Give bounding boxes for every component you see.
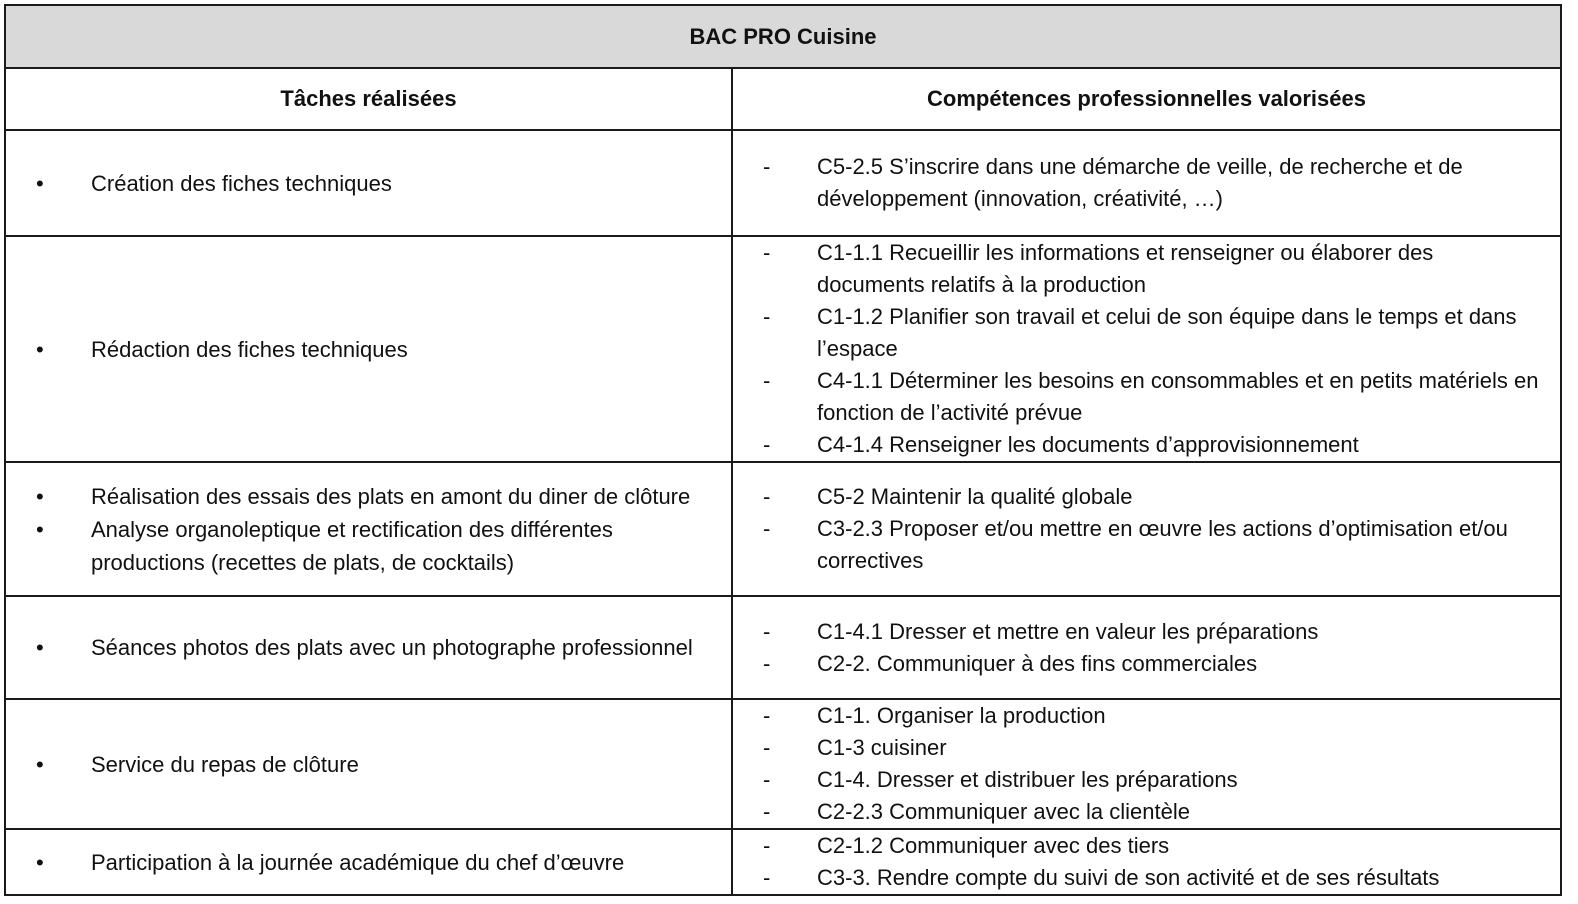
competence-text: C1-1.2 Planifier son travail et celui de son équipe dans le temps et dans l’espace (817, 304, 1517, 361)
competence-text: C5-2 Maintenir la qualité globale (817, 484, 1133, 509)
competences-list (733, 830, 1560, 894)
header-tasks: Tâches réalisées (5, 68, 732, 130)
task-item (6, 167, 731, 200)
tasks-list (6, 748, 731, 781)
tasks-cell (5, 130, 732, 236)
tasks-list (6, 846, 731, 879)
task-text: Séances photos des plats avec un photographe professionnel (91, 635, 693, 660)
bullet-icon: • (36, 849, 44, 875)
tasks-list (6, 480, 731, 579)
competence-text: C3-2.3 Proposer et/ou mettre en œuvre les actions d’optimisation et/ou correctives (817, 516, 1508, 573)
competence-item (733, 700, 1560, 732)
task-item (6, 631, 731, 664)
bullet-icon: • (36, 336, 44, 362)
competence-text: C2-2. Communiquer à des fins commerciales (817, 650, 1258, 676)
competences-list (733, 237, 1560, 461)
tasks-cell (5, 236, 732, 462)
dash-icon: - (763, 799, 771, 824)
competence-item (733, 301, 1560, 365)
dash-icon: - (763, 432, 771, 457)
bullet-icon: • (36, 483, 44, 509)
table-row (5, 699, 1561, 829)
dash-icon: - (763, 516, 771, 541)
table-body (5, 130, 1561, 895)
tasks-cell (5, 462, 732, 596)
dash-icon: - (763, 368, 771, 393)
dash-icon: - (763, 833, 771, 858)
dash-icon: - (763, 240, 771, 265)
dash-icon: - (763, 154, 771, 179)
dash-icon: - (763, 484, 771, 509)
competence-text: C1-4. Dresser et distribuer les préparations (817, 767, 1238, 792)
competences-cell (732, 829, 1561, 895)
competences-cell (732, 236, 1561, 462)
competences-list (733, 700, 1560, 828)
tasks-cell (5, 596, 732, 699)
task-text: Participation à la journée académique du chef d’œuvre (91, 849, 625, 875)
competence-item (733, 429, 1560, 461)
table-title: BAC PRO Cuisine (5, 5, 1561, 68)
bullet-icon: • (36, 170, 44, 196)
task-text: Création des fiches techniques (91, 170, 392, 196)
task-item (6, 846, 731, 879)
competence-text: C1-3 cuisiner (817, 735, 947, 760)
competence-text: C1-1. Organiser la production (817, 703, 1106, 728)
competence-text: C4-1.1 Déterminer les besoins en consommables et en petits matériels en fonction de l’activité prévue (817, 368, 1539, 425)
task-item (6, 513, 731, 579)
competence-text: C4-1.4 Renseigner les documents d’approvisionnement (817, 432, 1359, 457)
tasks-list (6, 167, 731, 200)
competence-text: C1-4.1 Dresser et mettre en valeur les préparations (817, 618, 1319, 644)
task-item (6, 333, 731, 366)
task-item (6, 480, 731, 513)
table-row (5, 462, 1561, 596)
competence-item (733, 481, 1560, 513)
competences-table (4, 4, 1562, 896)
competences-list (733, 616, 1560, 680)
task-text: Analyse organoleptique et rectification des différentes productions (recettes de plats, de cocktails) (91, 516, 613, 575)
dash-icon: - (763, 618, 771, 644)
competence-item (733, 513, 1560, 577)
bullet-icon: • (36, 635, 44, 660)
task-item (6, 748, 731, 781)
tasks-cell (5, 829, 732, 895)
competence-item (733, 616, 1560, 648)
competence-item (733, 862, 1560, 894)
competence-item (733, 151, 1560, 215)
task-text: Service du repas de clôture (91, 751, 359, 777)
task-text: Réalisation des essais des plats en amont du diner de clôture (91, 483, 691, 509)
tasks-cell (5, 699, 732, 829)
dash-icon: - (763, 735, 771, 760)
dash-icon: - (763, 304, 771, 329)
competence-item (733, 830, 1560, 862)
competences-cell (732, 699, 1561, 829)
competences-list (733, 151, 1560, 215)
competence-text: C1-1.1 Recueillir les informations et renseigner ou élaborer des documents relatifs à la production (817, 240, 1434, 297)
table-row (5, 596, 1561, 699)
table-row (5, 236, 1561, 462)
competences-cell (732, 596, 1561, 699)
competence-text: C3-3. Rendre compte du suivi de son activité et de ses résultats (817, 865, 1440, 890)
header-competences: Compétences professionnelles valorisées (732, 68, 1561, 130)
competence-item (733, 365, 1560, 429)
bullet-icon: • (36, 751, 44, 777)
dash-icon: - (763, 767, 771, 792)
header-row (5, 68, 1561, 130)
task-text: Rédaction des fiches techniques (91, 336, 408, 362)
tasks-list (6, 333, 731, 366)
competence-text: C5-2.5 S’inscrire dans une démarche de veille, de recherche et de développement (innovation, créativité, …) (817, 154, 1463, 211)
dash-icon: - (763, 703, 771, 728)
competences-cell (732, 462, 1561, 596)
table-row (5, 829, 1561, 895)
table-row (5, 130, 1561, 236)
competence-item (733, 764, 1560, 796)
competence-text: C2-2.3 Communiquer avec la clientèle (817, 799, 1190, 824)
competence-item (733, 796, 1560, 828)
bullet-icon: • (36, 516, 44, 542)
tasks-list (6, 631, 731, 664)
competence-item (733, 732, 1560, 764)
title-row (5, 5, 1561, 68)
competences-cell (732, 130, 1561, 236)
competence-item (733, 237, 1560, 301)
competences-list (733, 481, 1560, 577)
competence-item (733, 648, 1560, 680)
dash-icon: - (763, 865, 771, 890)
dash-icon: - (763, 650, 771, 676)
competence-text: C2-1.2 Communiquer avec des tiers (817, 833, 1170, 858)
